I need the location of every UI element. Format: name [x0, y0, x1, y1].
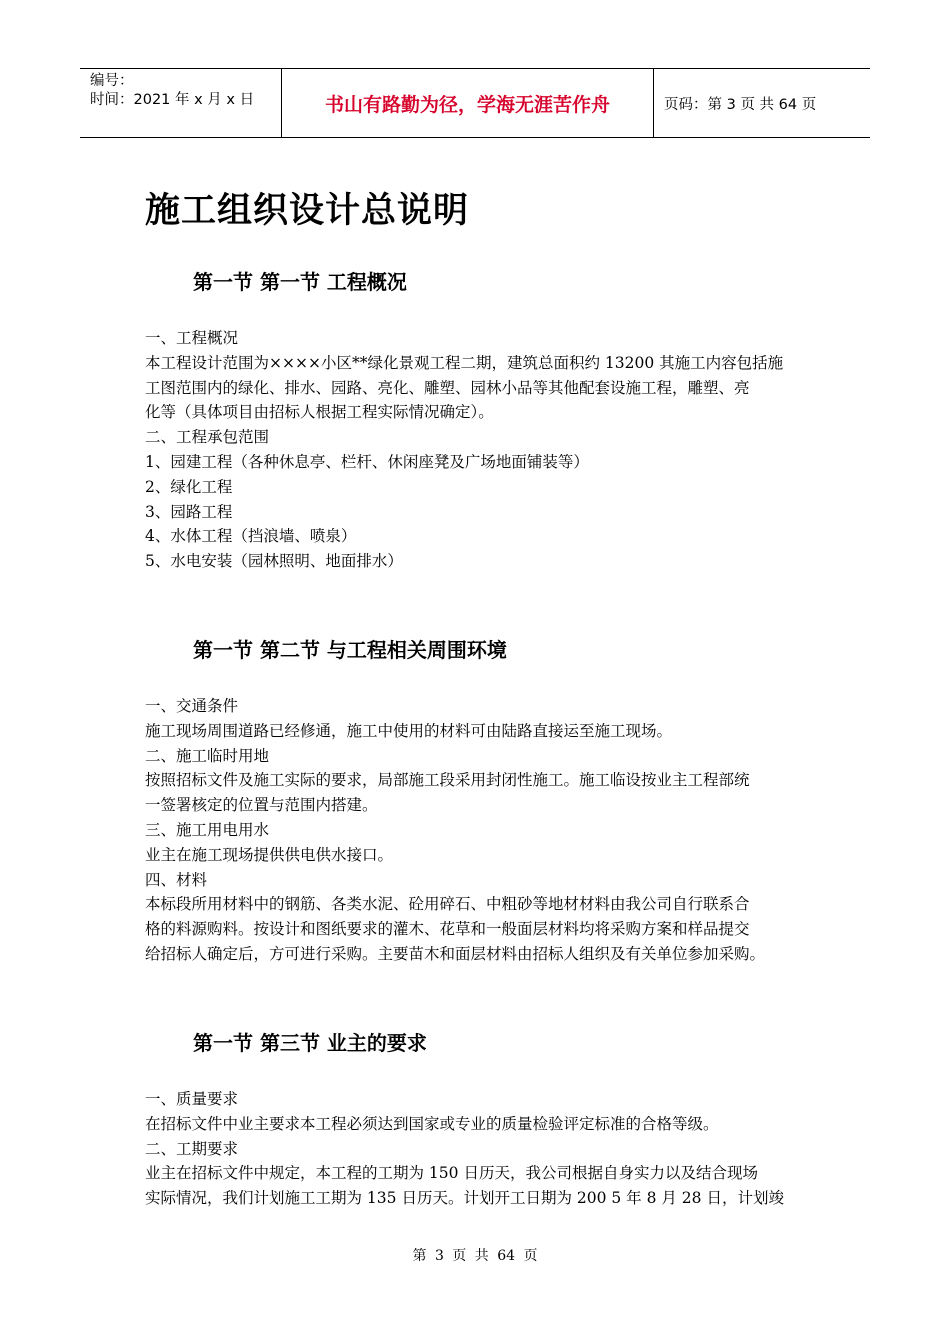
header-table — [80, 68, 870, 138]
body-line: 化等（具体项目由招标人根据工程实际情况确定）。 — [145, 403, 494, 422]
section-body-environment — [145, 694, 810, 967]
section-body-overview — [145, 326, 810, 574]
body-line: 二、施工临时用地 — [145, 746, 270, 765]
body-line: 本标段所用材料中的钢筋、各类水泥、砼用碎石、中粗砂等地材材料由我公司自行联系合 — [145, 895, 750, 914]
body-line: 工图范围内的绿化、排水、园路、亮化、雕塑、园林小品等其他配套设施工程，雕塑、亮 — [145, 378, 750, 397]
body-line: 给招标人确定后，方可进行采购。主要苗木和面层材料由招标人组织及有关单位参加采购。 — [145, 944, 766, 963]
body-line: 施工现场周围道路已经修通，施工中使用的材料可由陆路直接运至施工现场。 — [145, 721, 673, 740]
body-line: 在招标文件中业主要求本工程必须达到国家或专业的质量检验评定标准的合格等级。 — [145, 1114, 719, 1133]
body-line: 业主在施工现场提供供电供水接口。 — [145, 845, 394, 864]
body-line: 一、工程概况 — [145, 329, 239, 347]
body-line: 四、材料 — [145, 870, 208, 889]
body-line: 业主在招标文件中规定，本工程的工期为 150 日历天，我公司根据自身实力以及结合现场 — [145, 1164, 758, 1183]
body-line: 4、水体工程（挡浪墙、喷泉） — [145, 527, 357, 546]
body-line: 三、施工用电用水 — [145, 820, 270, 839]
body-line: 二、工程承包范围 — [145, 428, 270, 447]
body-line: 按照招标文件及施工实际的要求，局部施工段采用封闭性施工。施工临设按业主工程部统 — [145, 771, 750, 790]
header-page-cell — [654, 69, 870, 137]
page-footer: 第 3 页 共 64 页 — [412, 1248, 538, 1264]
number-label: 编号： — [90, 73, 134, 89]
body-line: 实际情况，我们计划施工工期为 135 日历天。计划开工日期为 200 5 年 8 月 28 日，计划竣 — [145, 1189, 784, 1208]
section-body-requirements — [145, 1087, 810, 1211]
body-line: 本工程设计范围为××××小区**绿化景观工程二期，建筑总面积约 13200 其施工内容包括施 — [145, 353, 784, 372]
section-heading-overview: 第一节 第一节 工程概况 — [193, 270, 407, 294]
header-motto-cell — [282, 69, 654, 137]
body-line: 一、质量要求 — [145, 1090, 239, 1108]
body-line: 1、园建工程（各种休息亭、栏杆、休闲座凳及广场地面铺装等） — [145, 452, 589, 471]
document-title: 施工组织设计总说明 — [145, 191, 470, 231]
section-heading-environment: 第一节 第二节 与工程相关周围环境 — [193, 638, 507, 662]
body-line: 5、水电安装（园林照明、地面排水） — [145, 552, 403, 571]
motto-text: 书山有路勤为径，学海无涯苦作舟 — [324, 93, 610, 116]
body-line: 格的料源购料。按设计和图纸要求的灌木、花草和一般面层材料均将采购方案和样品提交 — [145, 920, 750, 939]
section-heading-requirements: 第一节 第三节 业主的要求 — [193, 1031, 427, 1055]
body-line: 2、绿化工程 — [145, 477, 233, 496]
header-left-cell — [80, 69, 282, 137]
body-line: 一、交通条件 — [145, 697, 239, 715]
date-label: 时间：2021 年 x 月 x 日 — [90, 92, 255, 108]
page-info: 页码：第 3 页 共 64 页 — [664, 96, 817, 113]
body-line: 二、工期要求 — [145, 1139, 239, 1158]
body-line: 一签署核定的位置与范围内搭建。 — [145, 796, 378, 815]
body-line: 3、园路工程 — [145, 502, 233, 521]
